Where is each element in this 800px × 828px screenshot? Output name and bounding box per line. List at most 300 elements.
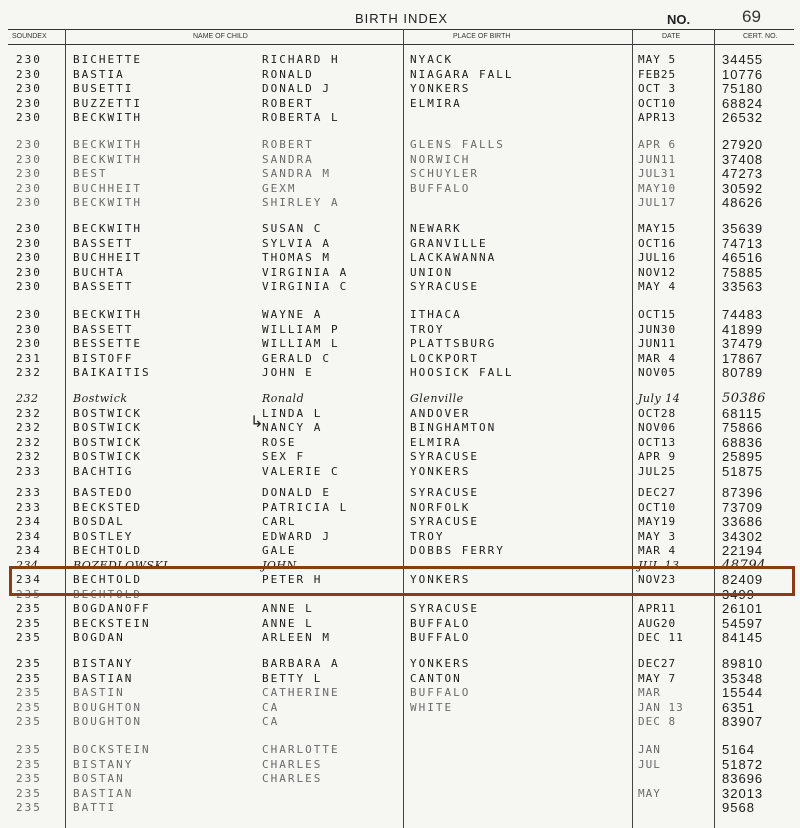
entry-place: TROY xyxy=(410,322,445,336)
index-number-value: 69 xyxy=(742,7,761,26)
entry-cert: 3499 xyxy=(722,586,755,602)
entry-date: JAN 13 xyxy=(638,700,684,714)
entry-date: MAY10 xyxy=(638,181,677,195)
entry-surname: BOZEDLOWSKI xyxy=(73,558,169,572)
entry-date: APR 6 xyxy=(638,138,677,151)
entry-surname: BASSETT xyxy=(73,280,134,293)
handwritten-arrow-icon: ↳ xyxy=(250,412,264,431)
entry-cert: 74713 xyxy=(722,235,764,251)
entry-date: MAY15 xyxy=(638,222,677,235)
entry-place: BUFFALO xyxy=(410,616,471,630)
entry-cert: 34302 xyxy=(722,528,764,544)
entry-surname: BECKWITH xyxy=(73,196,142,209)
entry-date: MAY 5 xyxy=(638,53,677,66)
entry-given: SANDRA M xyxy=(262,167,331,180)
entry-date: FEB25 xyxy=(638,67,677,81)
entry-surname: BOSTWICK xyxy=(73,450,142,463)
entry-given: CA xyxy=(262,700,280,714)
entry-code: 230 xyxy=(16,280,42,293)
entry-place: SYRACUSE xyxy=(410,280,479,293)
entry-code: 230 xyxy=(16,251,42,264)
entry-cert: 87396 xyxy=(722,485,764,500)
entry-given: WAYNE A xyxy=(262,308,323,321)
entry-surname: BECHTOLD xyxy=(73,544,142,557)
index-entry-row xyxy=(0,544,800,558)
entry-code: 235 xyxy=(16,700,42,714)
entry-surname: BASTIAN xyxy=(73,671,134,685)
entry-place: TROY xyxy=(410,529,445,543)
index-entry-row xyxy=(0,222,800,236)
entry-given: CHARLOTTE xyxy=(262,743,340,756)
index-entry-row xyxy=(0,196,800,210)
entry-place: GLENS FALLS xyxy=(410,138,505,151)
index-entry-row xyxy=(0,787,800,801)
entry-surname: BUZZETTI xyxy=(73,96,142,110)
index-entry-row xyxy=(0,366,800,380)
entry-given: VIRGINIA A xyxy=(262,265,349,279)
entry-given: Ronald xyxy=(262,392,305,405)
entry-place: YONKERS xyxy=(410,657,471,670)
entry-cert: 54597 xyxy=(722,615,764,631)
entry-place: Glenville xyxy=(410,392,464,405)
entry-date: APR 9 xyxy=(638,450,677,463)
entry-cert: 47273 xyxy=(722,166,764,181)
entry-cert: 6351 xyxy=(722,699,755,715)
index-entry-row xyxy=(0,97,800,111)
entry-given: GALE xyxy=(262,544,297,557)
index-entry-row xyxy=(0,53,800,67)
entry-cert: 46516 xyxy=(722,250,764,265)
entry-date: MAY 3 xyxy=(638,529,677,543)
index-entry-row xyxy=(0,450,800,464)
entry-place: LOCKPORT xyxy=(410,351,479,365)
entry-date: JUL 13 xyxy=(638,558,680,572)
entry-given: SEX F xyxy=(262,450,306,463)
header-name-of-child: NAME OF CHILD xyxy=(193,33,248,40)
entry-cert: 68836 xyxy=(722,434,764,450)
entry-code: 235 xyxy=(16,757,42,771)
entry-cert: 82409 xyxy=(722,572,764,587)
entry-cert: 37408 xyxy=(722,151,764,167)
entry-date: DEC 11 xyxy=(638,631,684,644)
entry-code: 230 xyxy=(16,337,42,350)
entry-surname: BICHETTE xyxy=(73,53,142,66)
entry-place: ITHACA xyxy=(410,308,462,321)
entry-code: 230 xyxy=(16,53,42,66)
entry-given: VALERIE C xyxy=(262,464,340,478)
entry-given: SANDRA xyxy=(262,152,314,166)
entry-surname: BUCHHEIT xyxy=(73,251,142,264)
entry-surname: BISTANY xyxy=(73,657,134,670)
entry-code: 234 xyxy=(16,544,42,557)
index-entry-row xyxy=(0,111,800,125)
entry-cert: 74483 xyxy=(722,307,764,322)
index-entry-row xyxy=(0,672,800,686)
entry-code: 234 xyxy=(16,515,42,528)
entry-given: ROBERTA L xyxy=(262,111,340,124)
entry-date: NOV05 xyxy=(638,366,677,379)
entry-cert: 30592 xyxy=(722,180,764,196)
index-entry-row xyxy=(0,602,800,616)
page-title: BIRTH INDEX xyxy=(355,11,449,26)
entry-date: APR13 xyxy=(638,111,677,124)
entry-cert: 73709 xyxy=(722,499,764,515)
entry-code: 230 xyxy=(16,111,42,124)
index-entry-row xyxy=(0,617,800,631)
index-entry-row xyxy=(0,167,800,181)
entry-code: 230 xyxy=(16,181,42,195)
entry-surname: BOUGHTON xyxy=(73,700,142,714)
entry-code: 235 xyxy=(16,657,42,670)
entry-place: HOOSICK FALL xyxy=(410,366,514,379)
entry-date: JAN xyxy=(638,743,661,756)
index-entry-row xyxy=(0,182,800,196)
entry-surname: BECKWITH xyxy=(73,222,142,235)
index-entry-row xyxy=(0,251,800,265)
entry-place: CANTON xyxy=(410,671,462,685)
entry-given: RICHARD H xyxy=(262,53,340,66)
entry-given: ARLEEN M xyxy=(262,631,331,644)
entry-code: 235 xyxy=(16,786,42,800)
entry-cert: 68824 xyxy=(722,95,764,111)
index-entry-row xyxy=(0,392,800,406)
header-date: DATE xyxy=(662,33,681,40)
entry-place: SYRACUSE xyxy=(410,450,479,463)
entry-place: NEWARK xyxy=(410,222,462,235)
index-entry-row xyxy=(0,486,800,500)
index-entry-row xyxy=(0,237,800,251)
entry-surname: BAIKAITIS xyxy=(73,366,151,379)
entry-surname: BASTEDO xyxy=(73,486,134,499)
entry-place: UNION xyxy=(410,265,454,279)
entry-surname: BASTIA xyxy=(73,67,125,81)
entry-date: MAY 7 xyxy=(638,671,677,685)
entry-place: SCHUYLER xyxy=(410,167,479,180)
entry-place: WHITE xyxy=(410,700,454,714)
entry-code: 230 xyxy=(16,138,42,151)
entry-cert: 5164 xyxy=(722,742,755,757)
entry-date: MAR xyxy=(638,686,661,699)
entry-cert: 35639 xyxy=(722,221,764,236)
entry-given: ROBERT xyxy=(262,96,314,110)
entry-surname: BASTIAN xyxy=(73,786,134,800)
entry-code: 235 xyxy=(16,772,42,785)
entry-code: 230 xyxy=(16,152,42,166)
entry-given: WILLIAM P xyxy=(262,322,340,336)
entry-surname: BECKSTED xyxy=(73,500,142,514)
entry-date: APR11 xyxy=(638,602,677,615)
entry-given: THOMAS M xyxy=(262,251,331,264)
entry-code: 230 xyxy=(16,236,42,250)
index-entry-row xyxy=(0,743,800,757)
entry-surname: BEST xyxy=(73,167,108,180)
entry-code: 235 xyxy=(16,671,42,685)
entry-cert: 83907 xyxy=(722,714,764,729)
entry-date: AUG20 xyxy=(638,616,677,630)
index-entry-row xyxy=(0,501,800,515)
entry-cert: 41899 xyxy=(722,321,764,337)
entry-cert: 75866 xyxy=(722,420,764,435)
highlighted-entry-box xyxy=(9,566,795,596)
index-entry-row xyxy=(0,436,800,450)
entry-code: 235 xyxy=(16,801,42,814)
entry-cert: 89810 xyxy=(722,656,764,671)
entry-date: JUL31 xyxy=(638,167,677,180)
entry-place: YONKERS xyxy=(410,464,471,478)
entry-cert: 10776 xyxy=(722,66,764,82)
index-entry-row xyxy=(0,323,800,337)
entry-date: NOV06 xyxy=(638,421,677,434)
entry-cert: 48794 xyxy=(722,557,766,573)
entry-cert: 22194 xyxy=(722,543,764,558)
entry-code: 235 xyxy=(16,602,42,615)
header-soundex: SOUNDEX xyxy=(12,33,47,40)
entry-given: SUSAN C xyxy=(262,222,323,235)
entry-cert: 26101 xyxy=(722,601,764,616)
entry-given: JOHN E xyxy=(262,366,314,379)
entry-date: NOV12 xyxy=(638,265,677,279)
entry-place: YONKERS xyxy=(410,573,471,586)
entry-code: 230 xyxy=(16,67,42,81)
entry-surname: BISTANY xyxy=(73,757,134,771)
entry-code: 230 xyxy=(16,96,42,110)
entry-date: OCT13 xyxy=(638,435,677,449)
entry-cert: 75180 xyxy=(722,81,764,96)
index-entry-row xyxy=(0,82,800,96)
entry-place: SYRACUSE xyxy=(410,602,479,615)
entry-surname: BOCKSTEIN xyxy=(73,743,151,756)
entry-surname: BECKWITH xyxy=(73,308,142,321)
index-entry-row xyxy=(0,657,800,671)
entry-code: 232 xyxy=(16,392,39,405)
index-number-label: NO. xyxy=(667,12,691,27)
index-entry-row xyxy=(0,631,800,645)
entry-given: CATHERINE xyxy=(262,686,340,699)
entry-given: CARL xyxy=(262,515,297,528)
entry-cert: 50386 xyxy=(722,391,766,406)
entry-given: BARBARA A xyxy=(262,657,340,670)
entry-code: 231 xyxy=(16,351,42,365)
entry-date: OCT10 xyxy=(638,96,677,110)
entry-place: NORFOLK xyxy=(410,500,471,514)
entry-code: 230 xyxy=(16,167,42,180)
entry-surname: BASSETT xyxy=(73,322,134,336)
entry-date: July 14 xyxy=(638,392,681,405)
entry-place: LACKAWANNA xyxy=(410,251,497,264)
entry-given: PETER H xyxy=(262,573,323,586)
entry-code: 230 xyxy=(16,265,42,279)
entry-surname: BOSTAN xyxy=(73,772,125,785)
entry-code: 232 xyxy=(16,421,42,434)
entry-cert: 17867 xyxy=(722,350,764,366)
entry-cert: 37479 xyxy=(722,336,764,351)
entry-given: ANNE L xyxy=(262,616,314,630)
index-entry-row xyxy=(0,337,800,351)
entry-place: NIAGARA FALL xyxy=(410,67,514,81)
index-entry-row xyxy=(0,280,800,294)
entry-surname: BECHTOLD xyxy=(73,587,142,601)
entry-date: MAR 4 xyxy=(638,351,677,365)
entry-given: RONALD xyxy=(262,67,314,81)
entry-cert: 80789 xyxy=(722,365,764,380)
index-entry-row xyxy=(0,138,800,152)
entry-code: 233 xyxy=(16,464,42,478)
column-header-bar xyxy=(8,29,794,45)
entry-surname: Bostwick xyxy=(73,392,128,405)
entry-date: JUN11 xyxy=(638,337,677,350)
index-entry-row xyxy=(0,530,800,544)
entry-code: 235 xyxy=(16,743,42,756)
entry-cert: 48626 xyxy=(722,195,764,210)
index-entry-row xyxy=(0,465,800,479)
entry-code: 230 xyxy=(16,322,42,336)
entry-code: 234 xyxy=(16,558,39,572)
entry-cert: 33563 xyxy=(722,279,764,294)
entry-given: SYLVIA A xyxy=(262,236,331,250)
entry-place: SYRACUSE xyxy=(410,515,479,528)
entry-given: CA xyxy=(262,715,280,728)
entry-date: OCT15 xyxy=(638,308,677,321)
index-entry-row xyxy=(0,153,800,167)
entry-surname: BECKWITH xyxy=(73,152,142,166)
entry-cert: 26532 xyxy=(722,110,764,125)
index-entry-row xyxy=(0,68,800,82)
entry-given: ROSE xyxy=(262,435,297,449)
entry-date: DEC 8 xyxy=(638,715,677,728)
entry-date: MAR 4 xyxy=(638,544,677,557)
entry-date: OCT10 xyxy=(638,500,677,514)
entry-date: DEC27 xyxy=(638,486,677,499)
entry-place: SYRACUSE xyxy=(410,486,479,499)
index-entry-row xyxy=(0,515,800,529)
entry-place: ELMIRA xyxy=(410,435,462,449)
index-entry-row xyxy=(0,715,800,729)
entry-given: DONALD J xyxy=(262,82,331,95)
entry-place: YONKERS xyxy=(410,82,471,95)
entry-place: NYACK xyxy=(410,53,454,66)
entry-surname: BASSETT xyxy=(73,236,134,250)
entry-date: MAY19 xyxy=(638,515,677,528)
entry-cert: 75885 xyxy=(722,264,764,280)
index-entry-row xyxy=(0,308,800,322)
entry-surname: BATTI xyxy=(73,801,117,814)
entry-given: GERALD C xyxy=(262,351,331,365)
entry-cert: 27920 xyxy=(722,137,764,152)
entry-cert: 25895 xyxy=(722,449,764,464)
entry-given: WILLIAM L xyxy=(262,337,340,350)
entry-place: ELMIRA xyxy=(410,96,462,110)
entry-code: 235 xyxy=(16,587,42,601)
entry-place: BINGHAMTON xyxy=(410,421,497,434)
entry-place: GRANVILLE xyxy=(410,236,488,250)
entry-place: NORWICH xyxy=(410,152,471,166)
entry-date: JUN30 xyxy=(638,322,677,336)
entry-date: MAY xyxy=(638,786,661,800)
entry-surname: BOSTWICK xyxy=(73,435,142,449)
entry-cert: 68115 xyxy=(722,405,763,421)
entry-surname: BECKWITH xyxy=(73,138,142,151)
entry-given: DONALD E xyxy=(262,486,331,499)
entry-surname: BACHTIG xyxy=(73,464,134,478)
entry-date: NOV23 xyxy=(638,573,677,586)
entry-code: 230 xyxy=(16,196,42,209)
entry-date: JUL17 xyxy=(638,196,677,209)
entry-place: BUFFALO xyxy=(410,631,471,644)
entry-cert: 32013 xyxy=(722,785,764,801)
index-entry-row xyxy=(0,407,800,421)
entry-given: ROBERT xyxy=(262,138,314,151)
entry-place: ANDOVER xyxy=(410,406,471,420)
entry-code: 232 xyxy=(16,450,42,463)
entry-code: 230 xyxy=(16,308,42,321)
entry-given: LINDA L xyxy=(262,406,323,420)
entry-cert: 51875 xyxy=(722,463,764,479)
entry-code: 235 xyxy=(16,616,42,630)
index-entry-row xyxy=(0,421,800,435)
index-entry-row xyxy=(0,266,800,280)
entry-surname: BESSETTE xyxy=(73,337,142,350)
entry-surname: BOUGHTON xyxy=(73,715,142,728)
entry-given: CHARLES xyxy=(262,772,323,785)
entry-surname: BOSTWICK xyxy=(73,421,142,434)
entry-date: JUN11 xyxy=(638,152,677,166)
entry-code: 233 xyxy=(16,486,42,499)
entry-given: EDWARD J xyxy=(262,529,331,543)
entry-date: OCT 3 xyxy=(638,82,677,95)
entry-surname: BOGDAN xyxy=(73,631,125,644)
index-entry-row xyxy=(0,772,800,786)
entry-place: BUFFALO xyxy=(410,181,471,195)
entry-date: JUL25 xyxy=(638,464,677,478)
entry-code: 235 xyxy=(16,715,42,728)
entry-cert: 83696 xyxy=(722,771,764,786)
entry-given: GEXM xyxy=(262,181,297,195)
entry-date: OCT16 xyxy=(638,236,677,250)
index-entry-row xyxy=(0,352,800,366)
entry-given: SHIRLEY A xyxy=(262,196,340,209)
index-entry-row xyxy=(0,701,800,715)
entry-surname: BOSTWICK xyxy=(73,406,142,420)
index-entry-row xyxy=(0,801,800,815)
entry-code: 234 xyxy=(16,573,42,586)
entry-code: 230 xyxy=(16,222,42,235)
entry-surname: BOSDAL xyxy=(73,515,125,528)
entry-surname: BASTIN xyxy=(73,686,125,699)
entry-surname: BOSTLEY xyxy=(73,529,134,543)
entry-given: NANCY A xyxy=(262,421,323,434)
header-place-of-birth: PLACE OF BIRTH xyxy=(453,33,511,40)
entry-given: VIRGINIA C xyxy=(262,280,349,293)
entry-date: DEC27 xyxy=(638,657,677,670)
entry-cert: 34455 xyxy=(722,52,764,67)
entry-cert: 35348 xyxy=(722,670,764,686)
entry-surname: BISTOFF xyxy=(73,351,134,365)
entry-code: 232 xyxy=(16,406,42,420)
entry-place: BUFFALO xyxy=(410,686,471,699)
entry-given: BETTY L xyxy=(262,671,323,685)
index-entry-row xyxy=(0,686,800,700)
entry-place: DOBBS FERRY xyxy=(410,544,505,557)
entry-code: 232 xyxy=(16,435,42,449)
entry-given: JOHN xyxy=(262,558,297,572)
entry-date: OCT28 xyxy=(638,406,677,420)
entry-code: 230 xyxy=(16,82,42,95)
entry-cert: 15544 xyxy=(722,685,764,700)
entry-given: CHARLES xyxy=(262,757,323,771)
entry-surname: BECKWITH xyxy=(73,111,142,124)
entry-surname: BOGDANOFF xyxy=(73,602,151,615)
entry-surname: BECKSTEIN xyxy=(73,616,151,630)
